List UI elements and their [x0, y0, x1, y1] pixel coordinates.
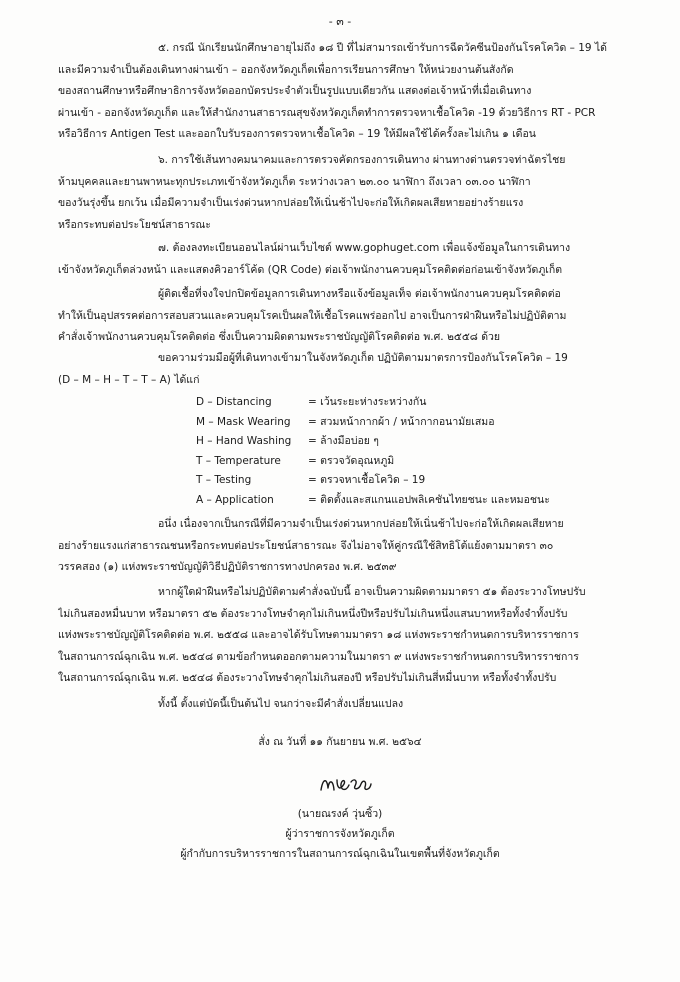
violation-line: คำสั่งเจ้าพนักงานควบคุมโรคติดต่อ ซึ่งเป็นความผิดตามพระราชบัญญัติโรคติดต่อ พ.ศ. ๒๕๕๘ ด้วย — [58, 331, 501, 343]
item-6-line: ๖. การใช้เส้นทางคมนาคมและการตรวจคัดกรองการเดินทาง ผ่านทางด่านตรวจท่าฉัตรไชย — [158, 154, 566, 166]
item-6-line: ห้ามบุคคลและยานพาหนะทุกประเภทเข้าจังหวัดภูเก็ต ระหว่างเวลา ๒๓.๐๐ นาฬิกา ถึงเวลา ๐๓.๐๐ นาฬิกา — [58, 175, 531, 188]
effective-paragraph — [58, 694, 654, 716]
cooperation-line: ขอความร่วมมือผู้ที่เดินทางเข้ามาในจังหวัดภูเก็ต ปฏิบัติตามมาตรการป้องกันโรคโควิด – 19 — [158, 352, 568, 364]
dmhtta-item — [196, 393, 636, 413]
item-5-line: ๕. กรณี นักเรียนนักศึกษาอายุไม่ถึง ๑๘ ปี ที่ไม่สามารถเข้ารับการฉีดวัคซีนป้องกันโรคโควิด – 19 ได้ — [158, 42, 607, 54]
penalty-line: หากผู้ใดฝ่าฝืนหรือไม่ปฏิบัติตามคำสั่งฉบับนี้ อาจเป็นความผิดตามมาตรา ๕๑ ต้องระวางโทษปรับ — [158, 586, 586, 598]
dmhtta-item — [196, 471, 636, 491]
exception-line: อย่างร้ายแรงแก่สาธารณชนหรือกระทบต่อประโยชน์สาธารณะ จึงไม่อาจให้คู่กรณีใช้สิทธิโต้แย้งตามมาตรา ๓๐ — [58, 539, 554, 552]
item-7-line: เข้าจังหวัดภูเก็ตล่วงหน้า และแสดงคิวอาร์โค้ด (QR Code) ต่อเจ้าพนักงานควบคุมโรคติดต่อก่อนเข้าจังหวัดภูเก็ต — [58, 263, 563, 276]
dmhtta-term: D – Distancing — [196, 396, 272, 408]
violation-line: ผู้ติดเชื้อที่จงใจปกปิดข้อมูลการเดินทางหรือแจ้งข้อมูลเท็จ ต่อเจ้าพนักงานควบคุมโรคติดต่อ — [158, 288, 561, 300]
page-number: - ๓ - — [328, 15, 352, 28]
item-7-paragraph — [58, 238, 654, 281]
signatory-block — [0, 804, 680, 864]
dmhtta-meaning: = ติดตั้งและสแกนแอปพลิเคชันไทยชนะ และหมอชนะ — [308, 493, 550, 506]
item-6-line: ของวันรุ่งขึ้น ยกเว้น เมื่อมีความจำเป็นเร่งด่วนหากปล่อยให้เนิ่นช้าไปจะก่อให้เกิดผลเสียหายอย่างร้ายแรง — [58, 197, 524, 209]
penalty-line: ไม่เกินสองหมื่นบาท หรือมาตรา ๕๒ ต้องระวางโทษจำคุกไม่เกินหนึ่งปีหรือปรับไม่เกินหนึ่งแสนบาทหรือทั้งจำทั้งปรับ — [58, 607, 568, 620]
signatory-position: ผู้ว่าราชการจังหวัดภูเก็ต — [285, 828, 395, 840]
handwritten-signature — [318, 772, 374, 798]
item-7-line: ๗. ต้องลงทะเบียนออนไลน์ผ่านเว็บไซต์ www.gophuget.com เพื่อแจ้งข้อมูลในการเดินทาง — [158, 242, 571, 254]
penalty-paragraph — [58, 582, 654, 690]
dmhtta-item — [196, 413, 636, 433]
item-5-line: ผ่านเข้า - ออกจังหวัดภูเก็ต และให้สำนักงานสาธารณสุขจังหวัดภูเก็ตทำการตรวจหาเชื้อโควิด -19 ด้วยวิธีการ RT - PCR — [58, 106, 596, 119]
item-5-paragraph — [58, 38, 654, 146]
exception-line: วรรคสอง (๑) แห่งพระราชบัญญัติวิธีปฏิบัติราชการทางปกครอง พ.ศ. ๒๕๓๙ — [58, 561, 397, 573]
cooperation-paragraph — [58, 348, 654, 391]
dmhtta-term: A – Application — [196, 493, 274, 506]
item-6-paragraph — [58, 150, 654, 236]
penalty-line: ในสถานการณ์ฉุกเฉิน พ.ศ. ๒๕๔๘ ต้องระวางโทษจำคุกไม่เกินสองปี หรือปรับไม่เกินสี่หมื่นบาท หรือทั้งจำทั้งปรับ — [58, 672, 557, 684]
signatory-role: ผู้กำกับการบริหารราชการในสถานการณ์ฉุกเฉินในเขตพื้นที่จังหวัดภูเก็ต — [180, 848, 500, 860]
penalty-line: ในสถานการณ์ฉุกเฉิน พ.ศ. ๒๕๔๘ ตามข้อกำหนดออกตามความในมาตรา ๙ แห่งพระราชกำหนดการบริหารราชการ — [58, 650, 579, 663]
dmhtta-term: T – Testing — [196, 474, 252, 486]
cooperation-line: (D – M – H – T – T – A) ได้แก่ — [58, 373, 200, 386]
dmhtta-item — [196, 452, 636, 472]
dmhtta-term: T – Temperature — [196, 454, 281, 467]
ordered-date: สั่ง ณ วันที่ ๑๑ กันยายน พ.ศ. ๒๕๖๔ — [258, 736, 422, 748]
dmhtta-meaning: = ตรวจหาเชื้อโควิด – 19 — [308, 474, 426, 486]
penalty-line: แห่งพระราชบัญญัติโรคติดต่อ พ.ศ. ๒๕๕๘ และอาจได้รับโทษตามมาตรา ๑๘ แห่งพระราชกำหนดการบริหารราชการ — [58, 629, 579, 641]
violation-paragraph — [58, 284, 654, 349]
item-5-line: ของสถานศึกษาหรือศึกษาธิการจังหวัดออกบัตรประจำตัวเป็นรูปแบบเดียวกัน แสดงต่อเจ้าหน้าที่เมื่อเดินทาง — [58, 85, 532, 97]
dmhtta-item — [196, 432, 636, 452]
dmhtta-meaning: = ล้างมือบ่อย ๆ — [308, 435, 379, 447]
item-5-line: หรือวิธีการ Antigen Test และออกใบรับรองการตรวจหาเชื้อโควิด – 19 ให้มีผลใช้ได้ครั้งละไม่เกิน ๑ เดือน — [58, 128, 536, 140]
dmhtta-list — [196, 393, 636, 510]
dmhtta-item — [196, 491, 636, 511]
violation-line: ทำให้เป็นอุปสรรคต่อการสอบสวนและควบคุมโรคเป็นผลให้เชื้อโรคแพร่ออกไป อาจเป็นการฝ่าฝืนหรือไม่ปฏิบัติตาม — [58, 309, 567, 322]
item-5-line: และมีความจำเป็นต้องเดินทางผ่านเข้า – ออกจังหวัดภูเก็ตเพื่อการเรียนการศึกษา ให้หน่วยงานต้นสังกัด — [58, 63, 514, 76]
dmhtta-meaning: = เว้นระยะห่างระหว่างกัน — [308, 396, 427, 408]
dmhtta-term: M – Mask Wearing — [196, 415, 291, 428]
dmhtta-meaning: = ตรวจวัดอุณหภูมิ — [308, 454, 395, 467]
effective-line: ทั้งนี้ ตั้งแต่บัดนี้เป็นต้นไป จนกว่าจะมีคำสั่งเปลี่ยนแปลง — [158, 698, 404, 710]
exception-line: อนึ่ง เนื่องจากเป็นกรณีที่มีความจำเป็นเร่งด่วนหากปล่อยให้เนิ่นช้าไปจะก่อให้เกิดผลเสียหาย — [158, 518, 564, 530]
exception-paragraph — [58, 514, 654, 579]
signatory-name: (นายณรงค์ วุ่นซิ้ว) — [297, 808, 383, 820]
dmhtta-term: H – Hand Washing — [196, 435, 292, 447]
dmhtta-meaning: = สวมหน้ากากผ้า / หน้ากากอนามัยเสมอ — [308, 415, 495, 428]
item-6-line: หรือกระทบต่อประโยชน์สาธารณะ — [58, 218, 211, 231]
